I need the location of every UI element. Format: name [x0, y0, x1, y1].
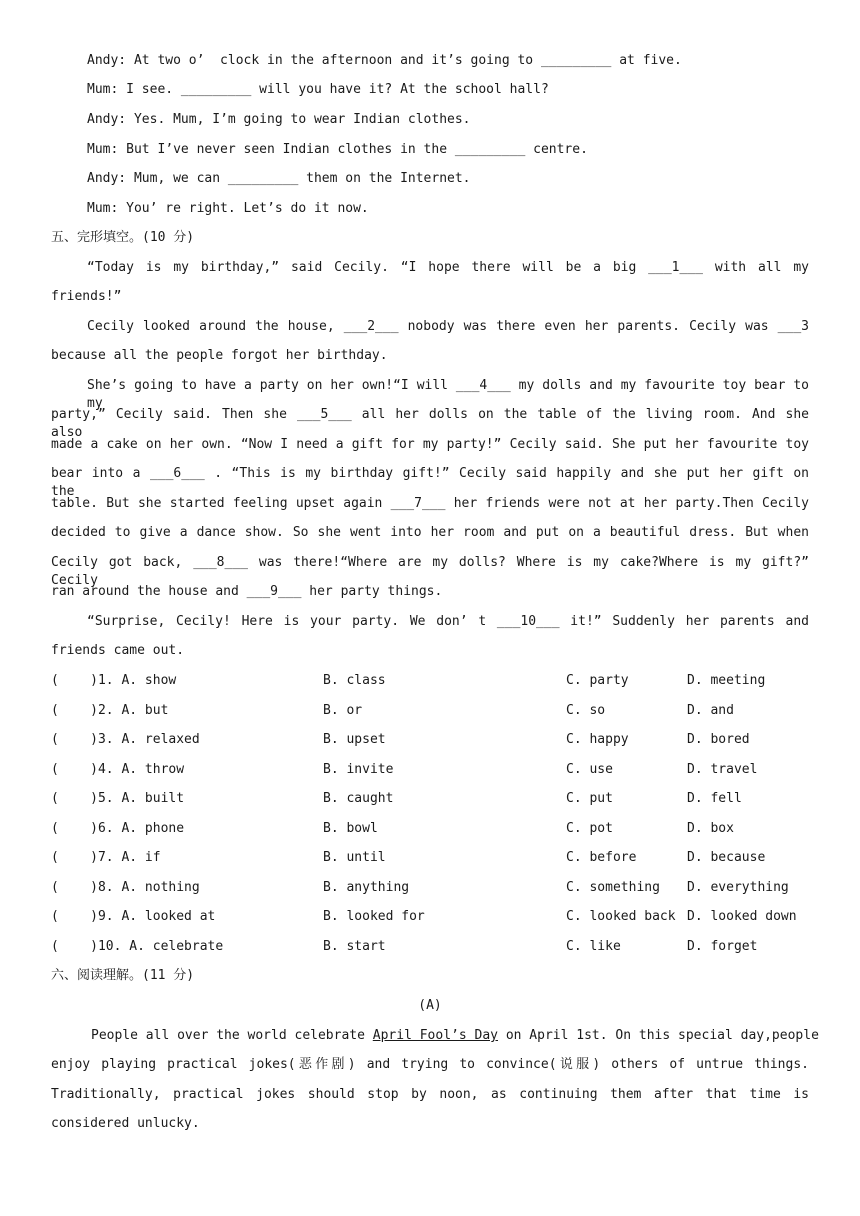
dialogue-line: Mum: I see. _________ will you have it? At the school hall?: [87, 82, 549, 97]
question-stem-option-a: ( )9. A. looked at: [51, 909, 216, 924]
passage-line: decided to give a dance show. So she went into her room and put on a beautiful dress. But when: [51, 525, 809, 540]
question-option-d: D. fell: [687, 791, 742, 806]
question-stem-option-a: ( )1. A. show: [51, 673, 177, 688]
question-option-c: C. so: [566, 702, 606, 718]
question-option-b: B. class: [323, 673, 386, 688]
passage-line: [91, 1027, 819, 1045]
question-option-c: C. before: [566, 850, 637, 865]
passage-line: because all the people forgot her birthday.: [51, 348, 388, 363]
passage-line: party,” Cecily said. Then she ___5___ all her dolls on the table of the living room. And she also: [51, 407, 809, 440]
question-option-c: C. pot: [566, 820, 613, 836]
passage-line: ran around the house and ___9___ her party things.: [51, 584, 443, 599]
question-option-b: B. upset: [323, 732, 386, 747]
question-option-c: C. something: [566, 879, 660, 895]
question-stem-option-a: ( )8. A. nothing: [51, 879, 200, 895]
question-option-b: B. start: [323, 938, 386, 954]
question-option-b: B. until: [323, 850, 386, 865]
passage-subtitle: (A): [418, 998, 442, 1013]
question-option-d: D. looked down: [687, 909, 797, 924]
passage-line: Traditionally, practical jokes should stop by noon, as continuing them after that time is: [51, 1087, 809, 1102]
dialogue-line: Andy: At two o’ clock in the afternoon and it’s going to _________ at five.: [87, 53, 682, 68]
dialogue-line: Mum: But I’ve never seen Indian clothes in the _________ centre.: [87, 142, 588, 157]
passage-line: table. But she started feeling upset again ___7___ her friends were not at her party.Then Cecily: [51, 496, 809, 511]
question-stem-option-a: ( )10. A. celebrate: [51, 938, 224, 954]
question-option-d: D. everything: [687, 879, 789, 895]
question-option-d: D. meeting: [687, 673, 766, 688]
dialogue-line: Andy: Yes. Mum, I’m going to wear Indian clothes.: [87, 112, 471, 127]
question-option-c: C. looked back: [566, 909, 676, 924]
question-option-c: C. put: [566, 791, 613, 806]
dialogue-line: Andy: Mum, we can _________ them on the Internet.: [87, 171, 471, 186]
section-title: 五、完形填空。(10 分): [51, 230, 195, 245]
passage-text: on April 1st. On this special day,people: [498, 1028, 819, 1043]
question-option-d: D. and: [687, 702, 734, 718]
passage-line: friends came out.: [51, 643, 185, 658]
question-option-b: B. anything: [323, 879, 410, 895]
question-stem-option-a: ( )3. A. relaxed: [51, 732, 200, 747]
question-option-c: C. use: [566, 761, 613, 777]
question-option-b: B. or: [323, 702, 363, 718]
passage-line: made a cake on her own. “Now I need a gift for my party!” Cecily said. She put her favourite toy: [51, 437, 809, 452]
question-option-b: B. invite: [323, 761, 394, 777]
question-stem-option-a: ( )6. A. phone: [51, 820, 185, 836]
question-stem-option-a: ( )2. A. but: [51, 702, 169, 718]
question-option-b: B. looked for: [323, 909, 425, 924]
question-option-d: D. forget: [687, 938, 758, 954]
question-option-b: B. bowl: [323, 820, 378, 836]
question-option-d: D. travel: [687, 761, 758, 777]
passage-line: She’s going to have a party on her own!“I will ___4___ my dolls and my favourite toy bear to my: [87, 378, 809, 411]
question-stem-option-a: ( )7. A. if: [51, 850, 161, 865]
question-option-d: D. because: [687, 850, 766, 865]
question-stem-option-a: ( )4. A. throw: [51, 761, 185, 777]
passage-line: Cecily got back, ___8___ was there!“Where are my dolls? Where is my cake?Where is my gift?” Cecily: [51, 555, 809, 588]
question-option-d: D. bored: [687, 732, 750, 747]
dialogue-line: Mum: You’ re right. Let’s do it now.: [87, 201, 369, 216]
question-option-c: C. happy: [566, 732, 629, 747]
question-option-b: B. caught: [323, 791, 394, 806]
passage-line: enjoy playing practical jokes(恶作剧) and trying to convince(说服) others of untrue things.: [51, 1057, 809, 1072]
passage-line: “Surprise, Cecily! Here is your party. We don’ t ___10___ it!” Suddenly her parents and: [87, 614, 809, 629]
question-stem-option-a: ( )5. A. built: [51, 791, 185, 806]
passage-line: considered unlucky.: [51, 1116, 200, 1131]
passage-line: “Today is my birthday,” said Cecily. “I hope there will be a big ___1___ with all my: [87, 260, 809, 275]
question-option-c: C. party: [566, 673, 629, 688]
section-title: 六、阅读理解。(11 分): [51, 968, 195, 983]
question-option-c: C. like: [566, 938, 621, 954]
passage-line: bear into a ___6___ . “This is my birthday gift!” Cecily said happily and she put her gift on the: [51, 466, 809, 499]
passage-line: friends!”: [51, 289, 122, 304]
question-option-d: D. box: [687, 820, 734, 836]
passage-line: Cecily looked around the house, ___2___ nobody was there even her parents. Cecily was ___3: [87, 319, 809, 334]
passage-text: People all over the world celebrate: [91, 1028, 373, 1043]
underlined-term: April Fool’s Day: [372, 1028, 498, 1043]
